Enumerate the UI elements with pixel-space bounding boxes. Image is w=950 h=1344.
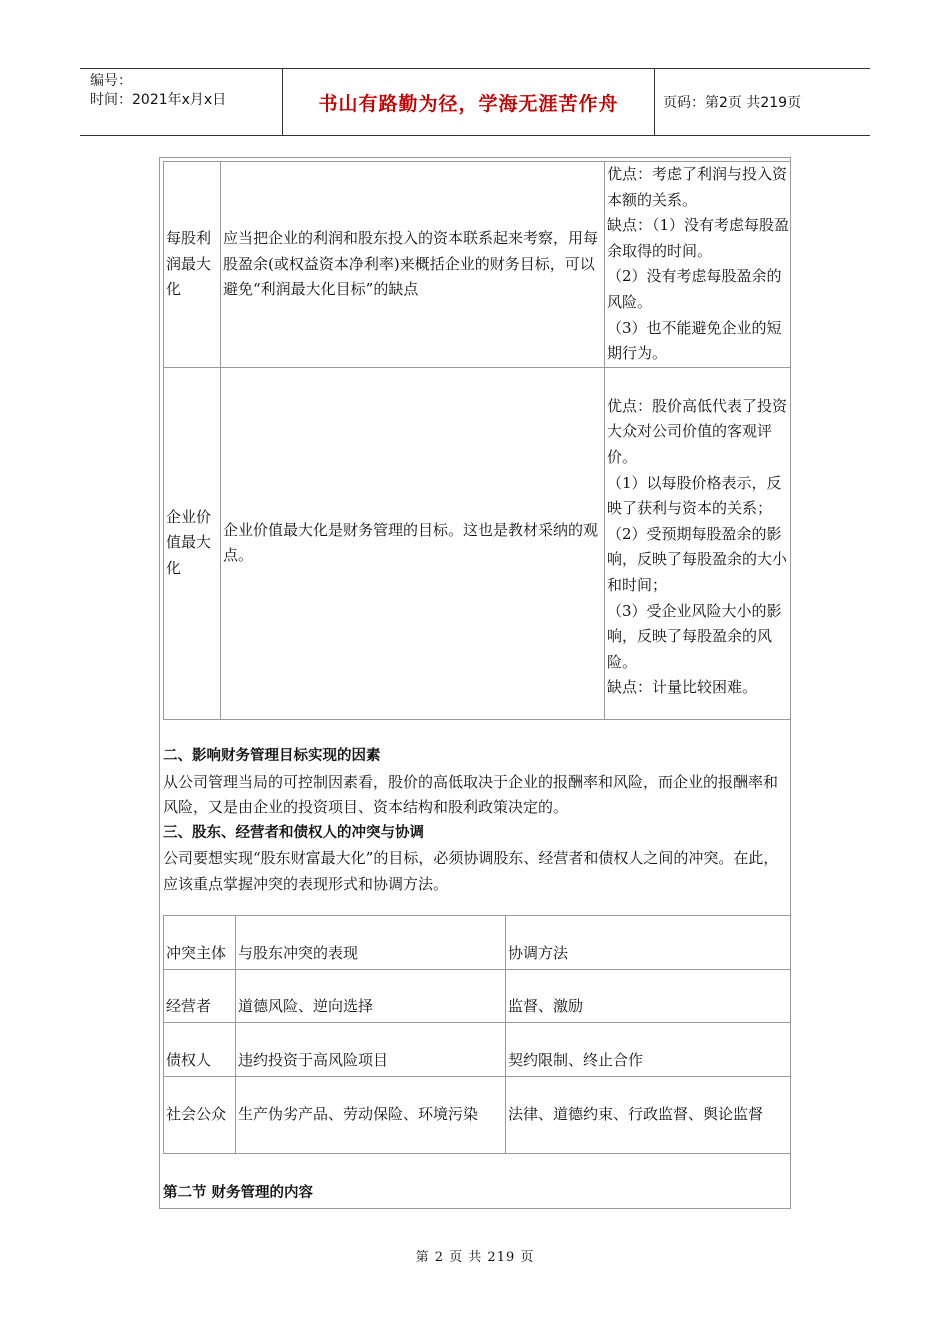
section-body: 公司要想实现“股东财富最大化”的目标，必须协调股东、经营者和债权人之间的冲突。在此，应该重点掌握冲突的表现形式和协调方法。 bbox=[163, 849, 779, 893]
section-heading: 二、影响财务管理目标实现的因素 bbox=[163, 748, 381, 764]
page-footer: 第 2 页 共 219 页 bbox=[415, 1250, 535, 1265]
goal-name: 每股利润最大化 bbox=[164, 162, 221, 368]
eval-line: （3）也不能避免企业的短期行为。 bbox=[607, 318, 782, 363]
section-heading: 三、股东、经营者和债权人的冲突与协调 bbox=[163, 824, 424, 841]
eval-line: 优点：股价高低代表了投资大众对公司价值的客观评价。 bbox=[607, 396, 788, 466]
goal-name: 企业价值最大化 bbox=[164, 367, 221, 719]
eval-line: 缺点：计量比较困难。 bbox=[607, 678, 758, 697]
column-header: 冲突主体 bbox=[164, 916, 236, 970]
table-cell: 生产伪劣产品、劳动保险、环境污染 bbox=[236, 1077, 506, 1154]
goal-evaluation bbox=[605, 162, 791, 368]
section-body: 从公司管理当局的可控制因素看，股价的高低取决于企业的报酬率和风险，而企业的报酬率和风险，又是由企业的投资项目、资本结构和股利政策决定的。 bbox=[163, 772, 779, 817]
table-row bbox=[164, 367, 791, 719]
eval-line: 缺点：（1）没有考虑每股盈余取得的时间。 bbox=[607, 216, 790, 260]
table-cell: 契约限制、终止合作 bbox=[506, 1023, 791, 1077]
eval-line: （2）受预期每股盈余的影响，反映了每股盈余的大小和时间； bbox=[607, 524, 788, 594]
column-header: 协调方法 bbox=[506, 916, 791, 970]
doc-number-label: 编号： bbox=[90, 73, 132, 89]
header-motto: 书山有路勤为径，学海无涯苦作舟 bbox=[283, 69, 655, 135]
table-cell: 监督、激励 bbox=[506, 970, 791, 1023]
table-row bbox=[164, 1077, 791, 1154]
table-row bbox=[164, 1023, 791, 1077]
section-title: 第二节 财务管理的内容 bbox=[163, 1185, 314, 1201]
page-header bbox=[80, 68, 870, 136]
eval-line: （2）没有考虑每股盈余的风险。 bbox=[607, 267, 782, 311]
goal-description: 企业价值最大化是财务管理的目标。这也是教材采纳的观点。 bbox=[221, 367, 605, 719]
table-row bbox=[164, 970, 791, 1023]
conflict-table bbox=[163, 915, 791, 1154]
header-meta bbox=[80, 69, 283, 135]
doc-date: 时间：2021年x月x日 bbox=[90, 92, 227, 108]
table-row bbox=[164, 162, 791, 368]
goal-evaluation bbox=[605, 367, 791, 719]
eval-line: 优点：考虑了利润与投入资本额的关系。 bbox=[607, 165, 788, 209]
eval-line: （3）受企业风险大小的影响，反映了每股盈余的风险。 bbox=[607, 601, 782, 671]
table-cell: 经营者 bbox=[164, 970, 236, 1023]
table-header-row bbox=[164, 916, 791, 970]
header-page-info: 页码：第2页 共219页 bbox=[663, 95, 802, 111]
table-cell: 道德风险、逆向选择 bbox=[236, 970, 506, 1023]
section-factors bbox=[163, 744, 788, 898]
table-cell: 社会公众 bbox=[164, 1077, 236, 1154]
column-header: 与股东冲突的表现 bbox=[236, 916, 506, 970]
table-cell: 债权人 bbox=[164, 1023, 236, 1077]
table-cell: 违约投资于高风险项目 bbox=[236, 1023, 506, 1077]
eval-line: （1）以每股价格表示，反映了获利与资本的关系； bbox=[607, 473, 782, 518]
goal-description: 应当把企业的利润和股东投入的资本联系起来考察，用每股盈余(或权益资本净利率)来概括企业的财务目标，可以避免“利润最大化目标”的缺点 bbox=[221, 162, 605, 368]
financial-goals-table bbox=[163, 161, 791, 720]
table-cell: 法律、道德约束、行政监督、舆论监督 bbox=[506, 1077, 791, 1154]
